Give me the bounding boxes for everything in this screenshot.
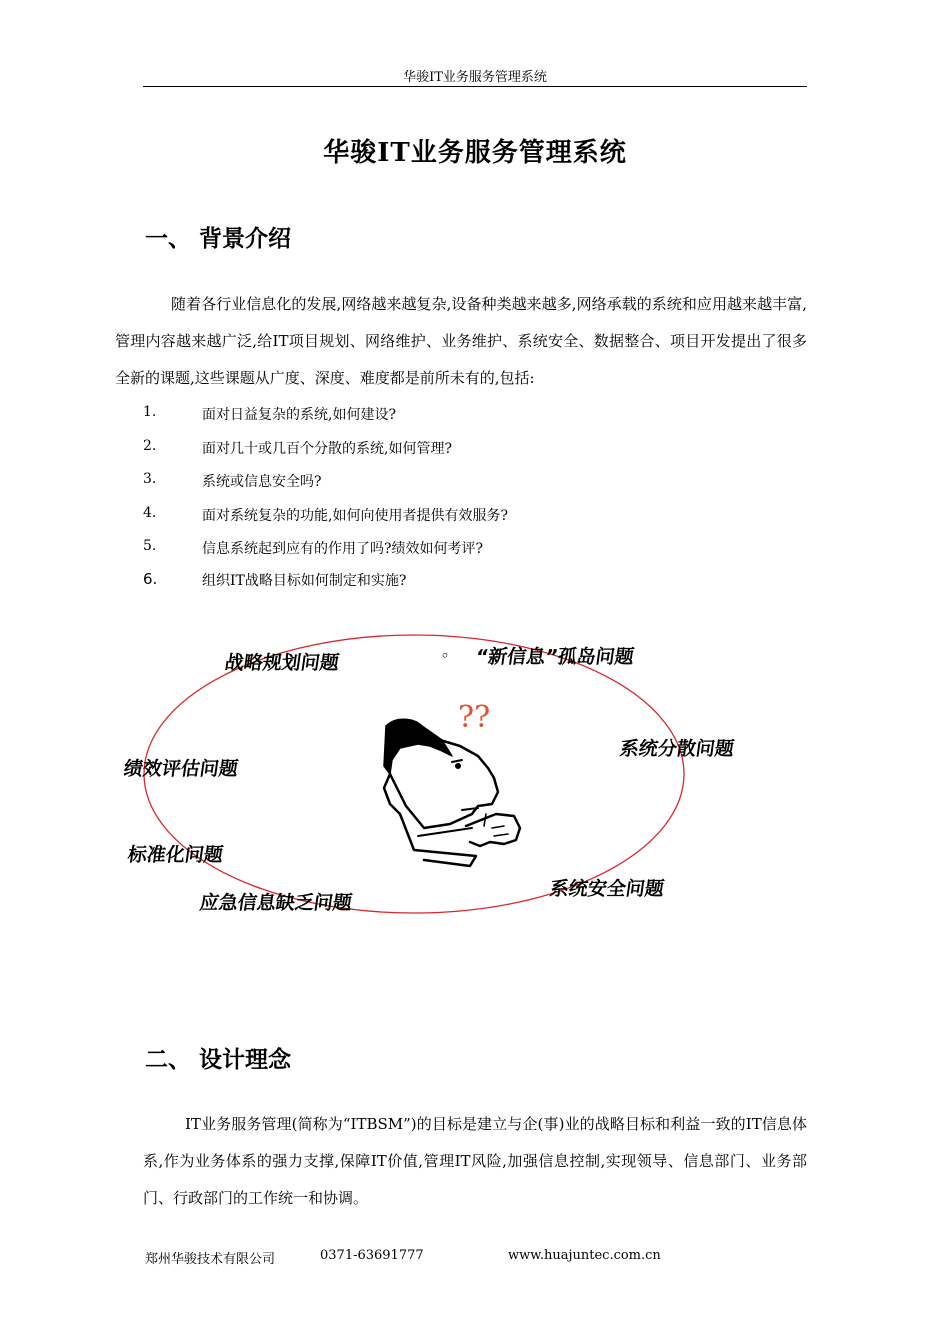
design-paragraph: IT业务服务管理(简称为“ITBSM”)的目标是建立与企(事)业的战略目标和利益一致的IT信息体系,作为业务体系的强力支撑,保障IT价值,管理IT风险,加强信息控制,实现领导、信息部门、业务部门、行政部门的工作统一和协调。 [143,1115,807,1207]
list-item-number: 1. [143,404,157,420]
list-item: 信息系统起到应有的作用了吗?绩效如何考评? [202,541,484,557]
label-system-security: 系统安全问题 [548,878,666,900]
background-paragraph: 随着各行业信息化的发展,网络越来越复杂,设备种类越来越多,网络承载的系统和应用越来越丰富,管理内容越来越广泛,给IT项目规划、网络维护、业务维护、系统安全、数据整合、项目开发提出了很多全新的课题,这些课题从广度、深度、难度都是前所未有的,包括: [115,295,807,387]
header-rule [143,86,807,87]
label-system-dispersion: 系统分散问题 [618,738,736,760]
list-item-number: 3. [143,471,157,487]
list-item: 组织IT战略目标如何制定和实施? [202,573,407,589]
list-item-number: 5. [143,538,157,554]
label-emergency-information: 应急信息缺乏问题 [198,892,354,914]
section-heading-design: 二、 设计理念 [145,1046,292,1073]
problems-diagram [100,628,800,928]
list-item: 面对几十或几百个分散的系统,如何管理? [202,441,452,457]
footer-website: www.huajuntec.com.cn [508,1248,661,1263]
list-item-number: 4. [143,505,157,521]
list-item: 系统或信息安全吗? [202,474,322,490]
footer-phone: 0371-63691777 [320,1248,424,1263]
question-marks-icon: ?? [458,700,491,735]
stray-dot: 。 [442,641,459,660]
label-strategy-planning: 战略规划问题 [223,652,341,674]
label-standardization: 标准化问题 [126,844,225,866]
thinking-person-icon [384,719,520,866]
footer-company: 郑州华骏技术有限公司 [145,1252,276,1267]
list-item: 面对系统复杂的功能,如何向使用者提供有效服务? [202,508,508,524]
label-performance-evaluation: 绩效评估问题 [122,758,240,780]
list-item-number: 6. [143,570,158,588]
running-header: 华骏IT业务服务管理系统 [403,70,547,85]
section-heading-background: 一、 背景介绍 [145,225,292,252]
list-item-number: 2. [143,438,157,454]
document-title: 华骏IT业务服务管理系统 [323,138,627,168]
label-information-island: “新信息”孤岛问题 [474,646,636,668]
list-item: 面对日益复杂的系统,如何建设? [202,407,396,423]
